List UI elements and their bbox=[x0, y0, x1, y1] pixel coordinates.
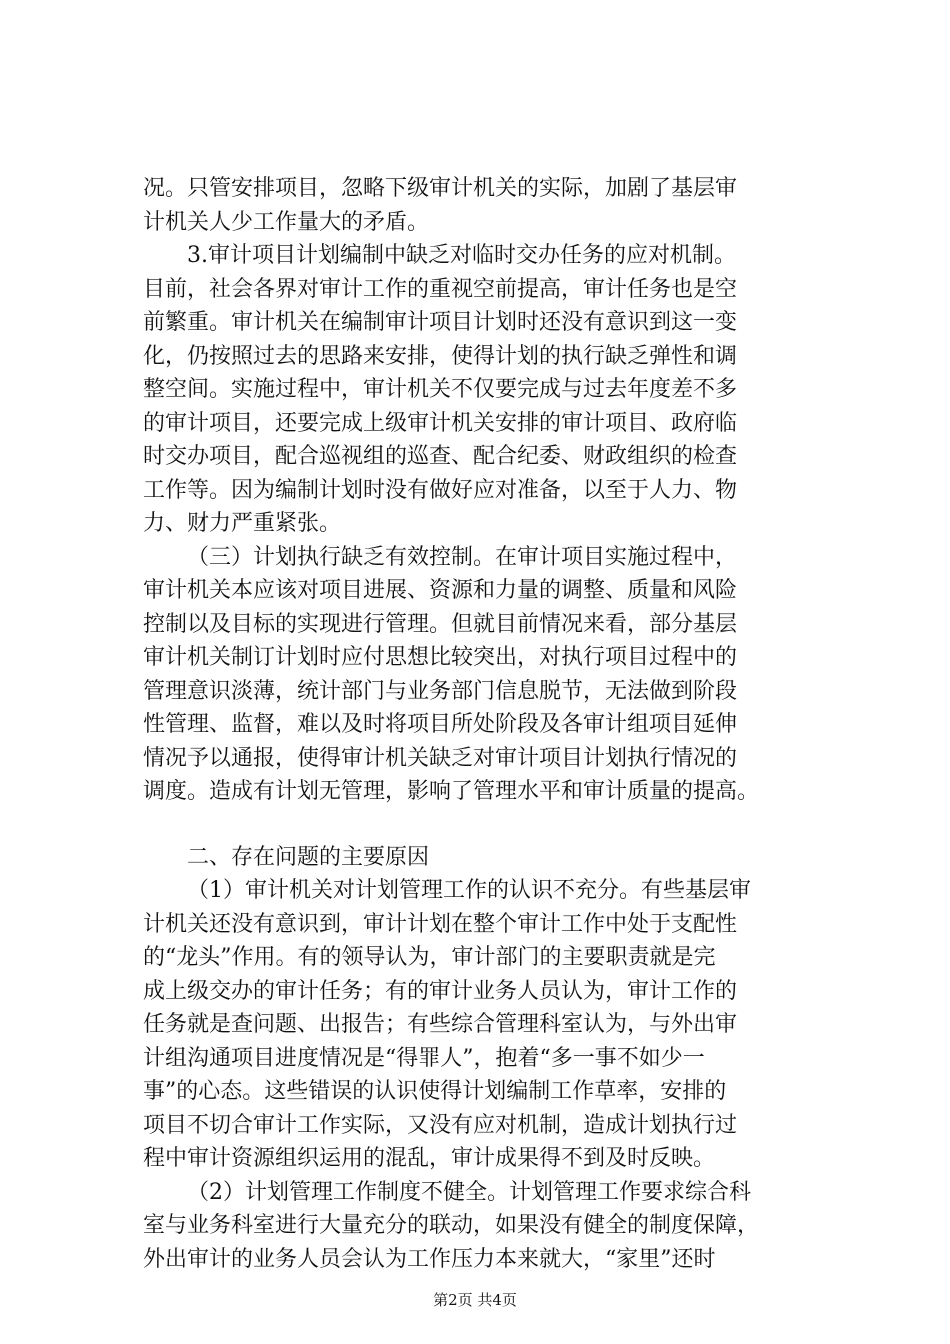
text-line: 整空间。实施过程中，审计机关不仅要完成与过去年度差不多 bbox=[143, 377, 738, 402]
text-line: 计组沟通项目进度情况是“得罪人”，抱着“多一事不如少一 bbox=[143, 1045, 705, 1071]
text-line: 调度。造成有计划无管理，影响了管理水平和审计质量的提高。 bbox=[143, 779, 760, 804]
text-line: （2）计划管理工作制度不健全。计划管理工作要求综合科 bbox=[187, 1179, 751, 1205]
section-part2 bbox=[143, 841, 823, 1277]
text-line: 目前，社会各界对审计工作的重视空前提高，审计任务也是空 bbox=[143, 276, 738, 302]
text-line: 性管理、监督，难以及时将项目所处阶段及各审计组项目延伸 bbox=[143, 712, 738, 737]
text-line: 计机关还没有意识到，审计计划在整个审计工作中处于支配性 bbox=[143, 911, 738, 937]
text-line: 室与业务科室进行大量充分的联动，如果没有健全的制度保障， bbox=[143, 1213, 760, 1238]
text-line: 成上级交办的审计任务；有的审计业务人员认为，审计工作的 bbox=[143, 978, 738, 1004]
text-line: 外出审计的业务人员会认为工作压力本来就大，“家里”还时 bbox=[143, 1246, 716, 1272]
text-line: 控制以及目标的实现进行管理。但就目前情况来看，部分基层 bbox=[143, 611, 738, 637]
section-part1 bbox=[143, 172, 823, 809]
text-line: （1）审计机关对计划管理工作的认识不充分。有些基层审 bbox=[187, 878, 751, 903]
document-body bbox=[143, 172, 823, 1276]
text-line: 管理意识淡薄，统计部门与业务部门信息脱节，无法做到阶段 bbox=[143, 678, 738, 704]
text-line: 计机关人少工作量大的矛盾。 bbox=[143, 209, 430, 235]
text-line: 任务就是查问题、出报告；有些综合管理科室认为，与外出审 bbox=[143, 1012, 738, 1037]
text-line: 二、存在问题的主要原因 bbox=[187, 844, 430, 870]
text-line: 前繁重。审计机关在编制审计项目计划时还没有意识到这一变 bbox=[143, 310, 738, 335]
text-line: 力、财力严重紧张。 bbox=[143, 511, 342, 536]
text-line: 化，仍按照过去的思路来安排，使得计划的执行缺乏弹性和调 bbox=[143, 343, 738, 369]
text-line: 时交办项目，配合巡视组的巡查、配合纪委、财政组织的检查 bbox=[143, 444, 738, 469]
text-line: 的“龙头”作用。有的领导认为，审计部门的主要职责就是完 bbox=[143, 945, 716, 970]
text-line: 程中审计资源组织运用的混乱，审计成果得不到及时反映。 bbox=[143, 1146, 716, 1171]
page-footer: 第2页 共4页 bbox=[433, 1291, 517, 1309]
text-line: 审计机关制订计划时应付思想比较突出，对执行项目过程中的 bbox=[143, 645, 738, 670]
text-line: 事”的心态。这些错误的认识使得计划编制工作草率，安排的 bbox=[143, 1079, 727, 1104]
text-line: 3.审计项目计划编制中缺乏对临时交办任务的应对机制。 bbox=[187, 243, 736, 268]
text-line: 审计机关本应该对项目进展、资源和力量的调整、质量和风险 bbox=[143, 578, 738, 603]
text-line: 项目不切合审计工作实际，又没有应对机制，造成计划执行过 bbox=[143, 1112, 738, 1138]
text-line: （三）计划执行缺乏有效控制。在审计项目实施过程中， bbox=[187, 544, 738, 570]
text-line: 的审计项目，还要完成上级审计机关安排的审计项目、政府临 bbox=[143, 410, 738, 436]
text-line: 工作等。因为编制计划时没有做好应对准备，以至于人力、物 bbox=[143, 477, 738, 503]
text-line: 况。只管安排项目，忽略下级审计机关的实际，加剧了基层审 bbox=[143, 176, 738, 201]
text-line: 情况予以通报，使得审计机关缺乏对审计项目计划执行情况的 bbox=[143, 745, 738, 771]
paragraph-gap bbox=[143, 809, 823, 841]
